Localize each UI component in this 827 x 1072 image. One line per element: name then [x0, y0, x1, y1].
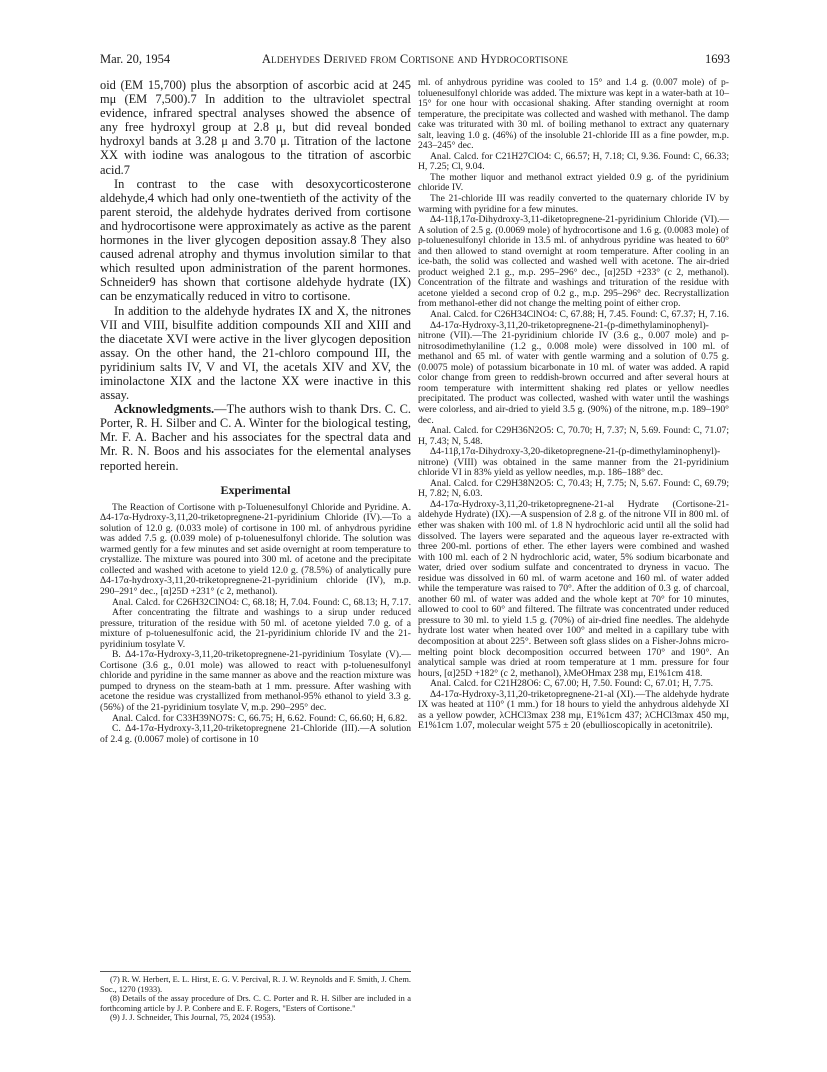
paragraph: Anal. Calcd. for C26H32ClNO4: C, 68.18; H, 7.04. Found: C, 68.13; H, 7.17.	[112, 596, 412, 608]
paragraph: After concentrating the filtrate and washings to a sirup under reduced pressure, trituration of the residue with 50 ml. of acetone yielded 7.0 g. of a mixture of p-toluenesulfonic acid, the 21-pyridinium chloride IV and the 21-pyridinium tosylate V.	[100, 607, 411, 650]
header-title: Aldehydes Derived from Cortisone and Hydrocortisone	[261, 52, 569, 66]
acknowledgments	[100, 402, 411, 472]
left-column	[100, 78, 411, 745]
paragraph: oid (EM 15,700) plus the absorption of ascorbic acid at 245 mμ (EM 7,500).7 In addition to the ultraviolet spectral evidence, infrared spectral analyses showed the absence of any free hydroxyl group at 2.8 μ, but did reveal bonded hydroxyl bands at 3.28 μ and 3.70 μ. Titration of the lactone XX with iodine was analogous to the titration of ascorbic acid.7	[100, 78, 411, 177]
paragraph: In addition to the aldehyde hydrates IX and X, the nitrones VII and VIII, bisulfite addition compounds XII and XIII and the diacetate XVI were active in the liver glycogen deposition assay. On the other hand, the 21-chloro compound III, the pyridinium salts IV, V and VI, the acetals XIV and XV, the iminolactone XIX and the lactone XX were inactive in this assay.	[100, 303, 411, 403]
header-page-number: 1693	[705, 52, 730, 66]
paragraph: Δ4-11β,17α-Dihydroxy-3,20-diketopregnene-21-(p-dimethylaminophenyl)-nitrone) (VIII) was obtained in the same manner from the 21-pyridinium chloride VI in 83% yield as yellow needles, m.p. 186–188° dec.	[418, 446, 729, 479]
paragraph: C. Δ4-17α-Hydroxy-3,11,20-triketopregnene 21-Chloride (III).—A solution of 2.4 g. (0.0067 mole) of cortisone in 10	[100, 723, 411, 745]
footnotes	[100, 971, 411, 1023]
paragraph: Anal. Calcd. for C26H34ClNO4: C, 67.88; H, 7.45. Found: C, 67.37; H, 7.16.	[430, 309, 730, 321]
paragraph: Δ4-11β,17α-Dihydroxy-3,11-diketopregnene-21-pyridinium Chloride (VI).—A solution of 2.5 g. (0.0069 mole) of hydrocortisone and 1.6 g. (0.0083 mole) of p-toluenesulfonyl chloride in 13.5 ml. of anhydrous pyridine was heated to 60° and then allowed to stand overnight at room temperature. After cooling in an ice-bath, the solid was collected and washed well with acetone. The air-dried product weighed 2.1 g., m.p. 295–296° dec., [α]25D +233° (c 2, methanol). Concentration of the filtrate and washings and trituration of the residue with acetone yielded a second crop of 0.2 g., m.p. 295–296° dec. Recrystallization from methanol-ether did not change the melting point of either crop.	[418, 214, 729, 310]
paragraph: Anal. Calcd. for C21H27ClO4: C, 66.57; H, 7.18; Cl, 9.36. Found: C, 66.33; H, 7.25; Cl, 9.04.	[418, 150, 729, 173]
section-heading-experimental: Experimental	[220, 482, 291, 497]
footnote: (9) J. J. Schneider, This Journal, 75, 2024 (1953).	[110, 1013, 276, 1023]
paragraph: Anal. Calcd. for C29H38N2O5: C, 70.43; H, 7.75; N, 5.67. Found: C, 69.79; H, 7.82; N, 6.03.	[418, 477, 729, 500]
footnote-divider	[100, 971, 411, 972]
paragraph: The Reaction of Cortisone with p-Toluenesulfonyl Chloride and Pyridine. A. Δ4-17α-Hydroxy-3,11,20-triketopregnene-21-pyridinium Chloride (IV).—To a solution of 12.0 g. (0.033 mole) of cortisone in 100 ml. of anhydrous pyridine was added 7.5 g. (0.039 mole) of p-toluenesulfonyl chloride. The solution was warmed gently for a few minutes and set aside overnight at room temperature to crystallize. The mixture was poured into 300 ml. of acetone and the precipitate collected and washed with acetone to yield 12.0 g. (78.5%) of analytically pure Δ4-17α-hydroxy-3,11,20-triketopregnene-21-pyridinium chloride (IV), m.p. 290–291° dec., [α]25D +231° (c 2, methanol).	[100, 501, 411, 597]
acknowledgments-title: Acknowledgments.	[114, 402, 215, 417]
paragraph: Δ4-17α-Hydroxy-3,11,20-triketopregnene-21-al Hydrate (Cortisone-21-aldehyde Hydrate) (IX).—A suspension of 2.8 g. of the nitrone VII in 800 ml. of ether was shaken with 100 ml. of 1.8 N hydrochloric acid until all the solid had dissolved. The layers were separated and the aqueous layer re-extracted with three 200-ml. portions of ether. The ether layers were combined and washed with 100 ml. each of 2 N hydrochloric acid, water, 5% sodium bicarbonate and water, dried over sodium sulfate and concentrated to dryness in vacuo. The residue was dissolved in 60 ml. of warm acetone and 160 ml. of water added while the temperature was raised to 70°. After the addition of 0.3 g. of charcoal, another 60 ml. of water was added and the whole kept at 70° for 10 minutes, allowed to cool to 60° and filtered. The filtrate was concentrated under reduced pressure to 30 ml. to yield 1.5 g. (70%) of air-dried fine needles. The aldehyde hydrate lost water when heated over 100° and melted in a capillary tube with decomposition at about 225°. Between soft glass slides on a Fisher-Johns micro-melting point block decomposition occurred between 170° and 190°. An analytical sample was dried at room temperature at 1 mm. pressure for four hours, [α]25D +182° (c 2, methanol), λMeOHmax 238 mμ, E1%1cm 418.	[418, 498, 729, 679]
paragraph: In contrast to the case with desoxycorticosterone aldehyde,4 which had only one-twentieth of the activity of the parent steroid, the aldehyde hydrates derived from cortisone and hydrocortisone were approximately as active as the parent hormones in the liver glycogen deposition assay.8 They also caused adrenal atrophy and thymus involution similar to that which resulted upon administration of the parent hormones. Schneider9 has shown that cortisone aldehyde hydrate (IX) can be enzymatically reduced in vitro to cortisone.	[100, 176, 411, 304]
paragraph: Anal. Calcd. for C29H36N2O5: C, 70.70; H, 7.37; N, 5.69. Found: C, 71.07; H, 7.43; N, 5.48.	[418, 425, 729, 447]
paragraph: Anal. Calcd. for C33H39NO7S: C, 66.75; H, 6.62. Found: C, 66.60; H, 6.82.	[112, 712, 408, 724]
paragraph: ml. of anhydrous pyridine was cooled to 15° and 1.4 g. (0.007 mole) of p-toluenesulfonyl chloride was added. The mixture was kept in a water-bath at 10–15° for one hour with occasional shaking. After standing overnight at room temperature, the precipitate was collected and washed with methanol. The damp cake was triturated with 30 ml. of boiling methanol to extract any quaternary salt, leaving 1.0 g. (46%) of the insoluble 21-chloride III as a fine powder, m.p. 243–245° dec.	[418, 77, 729, 152]
right-column	[418, 78, 729, 732]
page-header	[100, 52, 730, 68]
paragraph: Δ4-17α-Hydroxy-3,11,20-triketopregnene-21-al (XI).—The aldehyde hydrate IX was heated at 110° (1 mm.) for 18 hours to yield the anhydrous aldehyde XI as a yellow powder, λCHCl3max 238 mμ, E1%1cm 437; λCHCl3max 450 mμ, E1%1cm 1.07, molecular weight 575 ± 20 (ebullioscopically in acetonitrile).	[418, 688, 729, 732]
paragraph: B. Δ4-17α-Hydroxy-3,11,20-triketopregnene-21-pyridinium Tosylate (V).—Cortisone (3.6 g., 0.01 mole) was allowed to react with p-toluenesulfonyl chloride and pyridine in the same manner as above and the reaction mixture was pumped to dryness on the steam-bath at 1 mm. pressure. After washing with acetone the residue was crystallized from methanol-95% ethanol to yield 3.3 g. (56%) of the 21-pyridinium tosylate V, m.p. 290–295° dec.	[100, 649, 411, 714]
paragraph: Δ4-17α-Hydroxy-3,11,20-triketopregnene-21-(p-dimethylaminophenyl)-nitrone (VII).—The 21-pyridinium chloride IV (3.6 g., 0.007 mole) and p-nitrosodimethylaniline (1.2 g., 0.008 mole) were dissolved in 100 ml. of methanol and 65 ml. of water with gentle warming and a solution of 0.75 g. (0.0075 mole) of potassium bicarbonate in 10 ml. of water was added. A rapid color change from green to reddish-brown occurred and after several hours at room temperature with intermittent shaking red plates or yellow needles precipitated. The product was collected, washed with water until the washings were colorless, and air-dried to yield 3.5 g. (90%) of the nitrone, m.p. 189–190° dec.	[418, 319, 729, 426]
header-date: Mar. 20, 1954	[100, 52, 171, 66]
discussion-text	[100, 78, 411, 473]
acknowledgments-text: —The authors wish to thank Drs. C. C. Porter, R. H. Silber and C. A. Winter for the biological testing, Mr. F. A. Bacher and his associates for the spectral data and Mr. R. N. Boos and his associates for the elemental analyses reported herein.	[100, 402, 411, 473]
paragraph: Anal. Calcd. for C21H28O6: C, 67.00; H, 7.50. Found: C, 67.01; H, 7.75.	[430, 678, 714, 690]
paragraph: The 21-chloride III was readily converted to the quaternary chloride IV by warming with pyridine for a few minutes.	[418, 193, 729, 215]
experimental-text	[100, 503, 411, 746]
paragraph: The mother liquor and methanol extract yielded 0.9 g. of the pyridinium chloride IV.	[418, 171, 729, 194]
footnote: (8) Details of the assay procedure of Drs. C. C. Porter and R. H. Silber are included in a forthcoming article by J. P. Conbere and E. F. Rogers, "Esters of Cortisone."	[100, 994, 411, 1013]
footnote: (7) R. W. Herbert, E. L. Hirst, E. G. V. Percival, R. J. W. Reynolds and F. Smith, J. Chem. Soc., 1270 (1933).	[100, 975, 411, 994]
